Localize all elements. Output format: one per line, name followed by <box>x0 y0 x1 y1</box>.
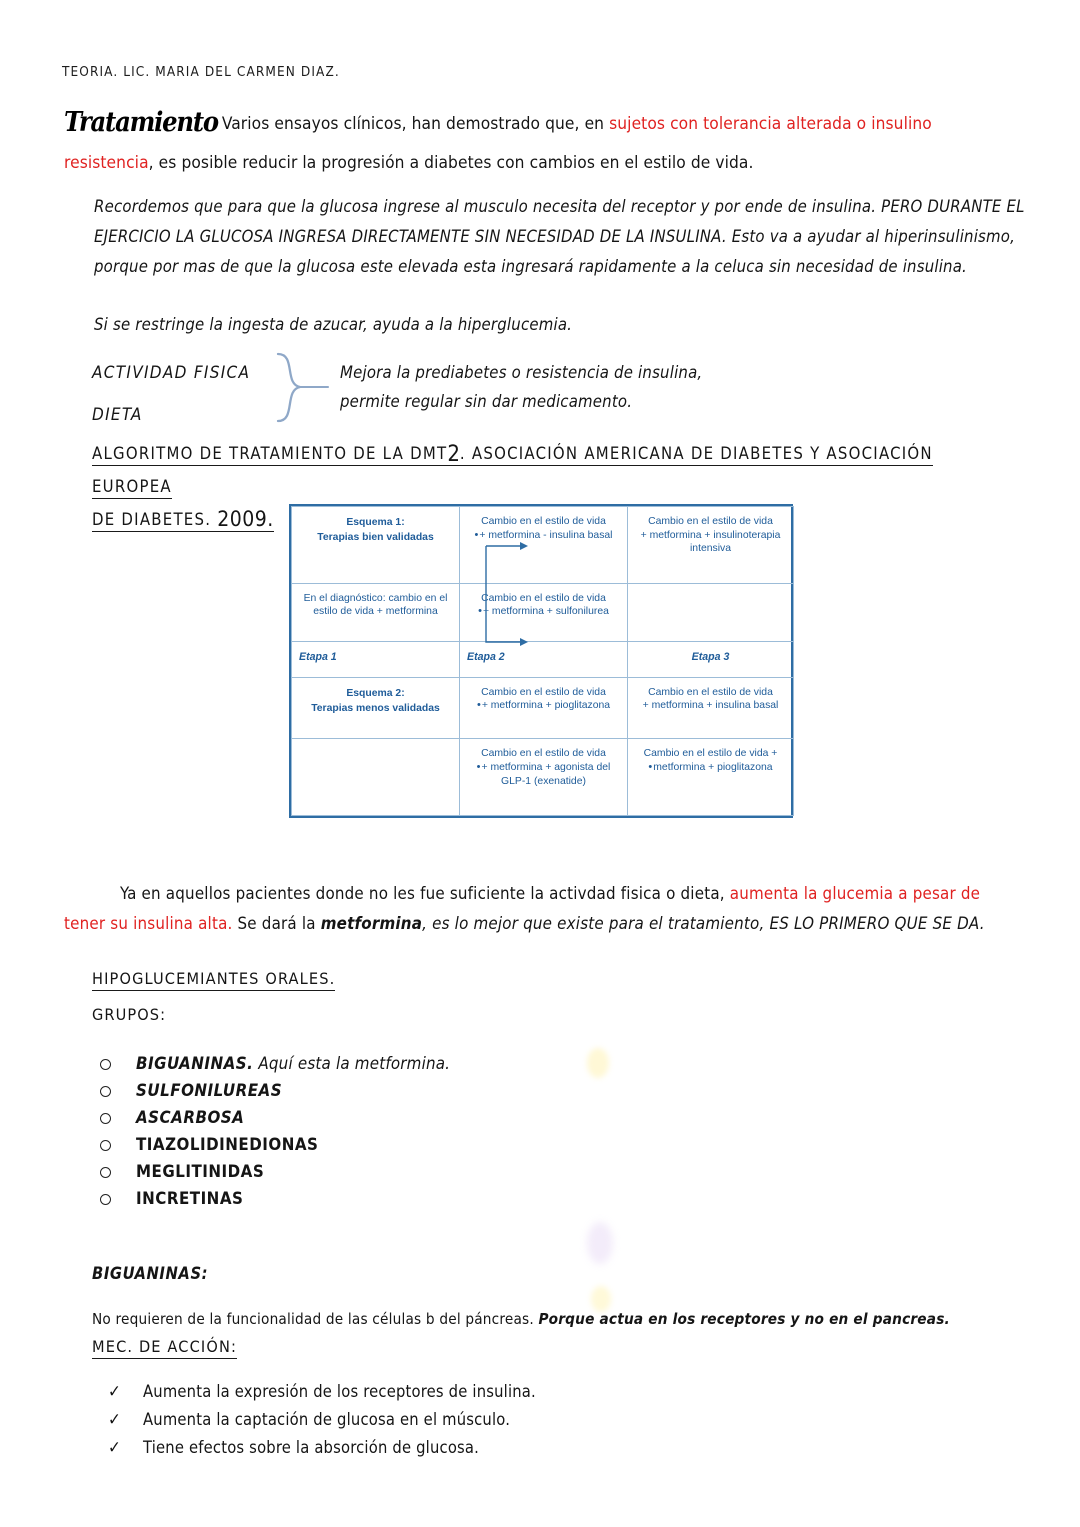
list-item <box>96 1077 716 1104</box>
intro-text-2: , es posible reducir la progresión a diabetes con cambios en el estilo de vida. <box>148 153 754 173</box>
heading-mec-accion-text: MEC. DE ACCIÓN: <box>92 1337 237 1359</box>
mec-accion-list <box>106 1378 746 1462</box>
r4c3-line-2: + metformina + insulina basal <box>642 700 779 712</box>
r1c2-line-1: Cambio en el estilo de vida <box>481 516 606 527</box>
paragraph-recordemos: Recordemos que para que la glucosa ingrese al musculo necesita del receptor y por ende de insulina. PERO DURANTE EL EJERCICIO LA GLUCOSA INGRESA DIRECTAMENTE SIN NECESIDAD DE LA INSULINA. Esto va a ayudar al hiperinsulinismo, porque por mas de que la glucosa este elevada esta ingresará rapidamente a la celuca sin necesidad de insulina. <box>94 197 1025 276</box>
grupo-label: SULFONILUREAS <box>136 1080 283 1100</box>
table-cell-r2c3-empty <box>628 583 794 641</box>
r2c2-line-1: Cambio en el estilo de vida <box>481 592 606 604</box>
check-icon: ✓ <box>108 1410 122 1430</box>
heading-mec-accion <box>92 1337 237 1356</box>
heading-hipoglucemiantes <box>92 969 335 988</box>
etapa-3-label: Etapa 3 <box>628 641 794 677</box>
table-row <box>292 507 794 584</box>
algorithm-heading-part-2: . ASOCIACIÓN AMERICANA DE DIABETES Y ASOCIACIÓN EUROPEA <box>92 444 933 496</box>
mec-item-text: Aumenta la expresión de los receptores de insulina. <box>143 1382 536 1401</box>
bracket-result-line-2: permite regular sin dar medicamento. <box>340 392 633 411</box>
circle-outline-icon <box>100 1113 111 1124</box>
r5c2-line-2: • + metformina + agonista del <box>467 761 620 775</box>
post-table-text-1: Ya en aquellos pacientes donde no les fue suficiente la activdad fisica o dieta, <box>120 883 730 903</box>
list-item <box>106 1434 746 1462</box>
grupo-label: ASCARBOSA <box>136 1107 245 1127</box>
grupos-list <box>96 1050 716 1212</box>
r1c3-line-2: + metformina + insulinoterapia <box>640 529 781 541</box>
post-table-bold-word: metformina <box>320 913 423 933</box>
paragraph-ya-en-aquellos <box>64 878 1016 938</box>
algorithm-heading-part-3: DE DIABETES. <box>92 510 218 529</box>
intro-paragraph <box>64 103 1016 183</box>
list-item <box>96 1104 716 1131</box>
circle-outline-icon <box>100 1167 111 1178</box>
table-cell-r1c3 <box>628 507 794 584</box>
etapa-2-label: Etapa 2 <box>460 641 628 677</box>
curly-brace-icon <box>270 350 340 426</box>
scan-tint <box>587 1222 613 1264</box>
table-cell-r5c2 <box>460 739 628 816</box>
list-item <box>106 1406 746 1434</box>
list-item <box>96 1131 716 1158</box>
section-title-tratamiento: Tratamiento <box>64 107 218 138</box>
no-requieren-text-2: Porque actua en los receptores y no en el pancreas. <box>538 1310 950 1328</box>
r5c2-line-1: Cambio en el estilo de vida <box>481 748 606 760</box>
table-cell-r1c2 <box>460 507 628 584</box>
table-cell-r2c2 <box>460 583 628 641</box>
list-item <box>96 1050 716 1077</box>
r4c2-line-1: Cambio en el estilo de vida <box>481 686 606 698</box>
table-row <box>292 677 794 739</box>
grupo-note: Aquí esta la metformina. <box>253 1053 451 1073</box>
diag-line-2: estilo de vida + metformina <box>313 606 438 618</box>
table-cell-r4c3 <box>628 677 794 739</box>
r4c3-line-1: Cambio en el estilo de vida <box>648 686 773 698</box>
bracket-group-result <box>340 358 770 416</box>
algorithm-table <box>289 504 793 818</box>
page-header-title: TEORIA. LIC. MARIA DEL CARMEN DIAZ. <box>62 64 340 80</box>
intro-highlight: sujetos con tolerancia alterada o insulino resistencia <box>64 114 932 173</box>
table-cell-esquema-2 <box>292 677 460 739</box>
bracket-item-dieta: DIETA <box>92 405 143 425</box>
mec-item-text: Aumenta la captación de glucosa en el músculo. <box>143 1410 511 1429</box>
heading-biguaninas: BIGUANINAS: <box>92 1264 209 1283</box>
esquema-1-subtitle: Terapias bien validadas <box>317 532 434 543</box>
list-item <box>106 1378 746 1406</box>
bracket-group <box>92 352 772 424</box>
grupo-label: TIAZOLIDINEDIONAS <box>136 1134 319 1154</box>
paragraph-azucar: Si se restringe la ingesta de azucar, ayuda a la hiperglucemia. <box>94 315 573 334</box>
table-cell-esquema-1 <box>292 507 460 584</box>
list-item <box>96 1158 716 1185</box>
esquema-2-title: Esquema 2: <box>346 687 405 699</box>
esquema-2-subtitle: Terapias menos validadas <box>311 702 440 714</box>
grupo-label: BIGUANINAS. <box>136 1053 254 1073</box>
bracket-result-line-1: Mejora la prediabetes o resistencia de insulina, <box>340 363 703 382</box>
no-requieren-text-1: No requieren de la funcionalidad de las células b del páncreas. <box>92 1310 539 1328</box>
r5c3-line-2: • metformina + pioglitazona <box>635 761 786 775</box>
check-icon: ✓ <box>108 1382 122 1402</box>
list-item <box>96 1185 716 1212</box>
table-row-etapas <box>292 641 794 677</box>
r5c2-line-3: GLP-1 (exenatide) <box>501 775 586 787</box>
circle-outline-icon <box>100 1059 111 1070</box>
intro-text-1: Varios ensayos clínicos, han demostrado que, en <box>221 114 610 134</box>
table-cell-r4c2 <box>460 677 628 739</box>
bracket-group-items <box>92 352 277 436</box>
algorithm-heading-dmt-number: 2 <box>447 442 460 467</box>
table-cell-r5c3 <box>628 739 794 816</box>
circle-outline-icon <box>100 1140 111 1151</box>
esquema-1-title: Esquema 1: <box>346 517 405 528</box>
heading-hipoglucemiantes-text: HIPOGLUCEMIANTES ORALES. <box>92 969 335 991</box>
check-icon: ✓ <box>108 1438 122 1458</box>
post-table-highlight: aumenta la glucemia a pesar de tener su insulina alta. <box>64 883 981 933</box>
paragraph-no-requieren <box>92 1307 1016 1331</box>
bracket-item-actividad-fisica: ACTIVIDAD FISICA <box>92 363 251 383</box>
r1c3-line-3: intensiva <box>689 543 731 555</box>
algorithm-heading-year: 2009. <box>217 507 274 531</box>
post-table-text-3: , es lo mejor que existe para el tratamiento, ES LO PRIMERO QUE SE DA. <box>422 913 985 933</box>
table-cell-r5c1-empty <box>292 739 460 816</box>
mec-item-text: Tiene efectos sobre la absorción de glucosa. <box>143 1438 480 1457</box>
r1c2-line-2: • + metformina - insulina basal <box>467 529 620 543</box>
algorithm-heading-part-1: ALGORITMO DE TRATAMIENTO DE LA DMT <box>92 444 448 463</box>
r2c2-line-2: • + metformina + sulfonilurea <box>467 605 620 619</box>
etapa-1-label: Etapa 1 <box>292 641 460 677</box>
circle-outline-icon <box>100 1194 111 1205</box>
table-row <box>292 583 794 641</box>
grupo-label: INCRETINAS <box>136 1188 244 1208</box>
diag-line-1: En el diagnóstico: cambio en el <box>303 592 448 604</box>
circle-outline-icon <box>100 1086 111 1097</box>
r5c3-line-1: Cambio en el estilo de vida + <box>643 748 778 760</box>
r1c3-line-1: Cambio en el estilo de vida <box>648 516 773 527</box>
post-table-text-2: Se dará la <box>232 913 321 933</box>
heading-grupos: GRUPOS: <box>92 1005 167 1024</box>
table-cell-diagnostico <box>292 583 460 641</box>
r4c2-line-2: • + metformina + pioglitazona <box>467 699 620 713</box>
table-row <box>292 739 794 816</box>
grupo-label: MEGLITINIDAS <box>136 1161 265 1181</box>
